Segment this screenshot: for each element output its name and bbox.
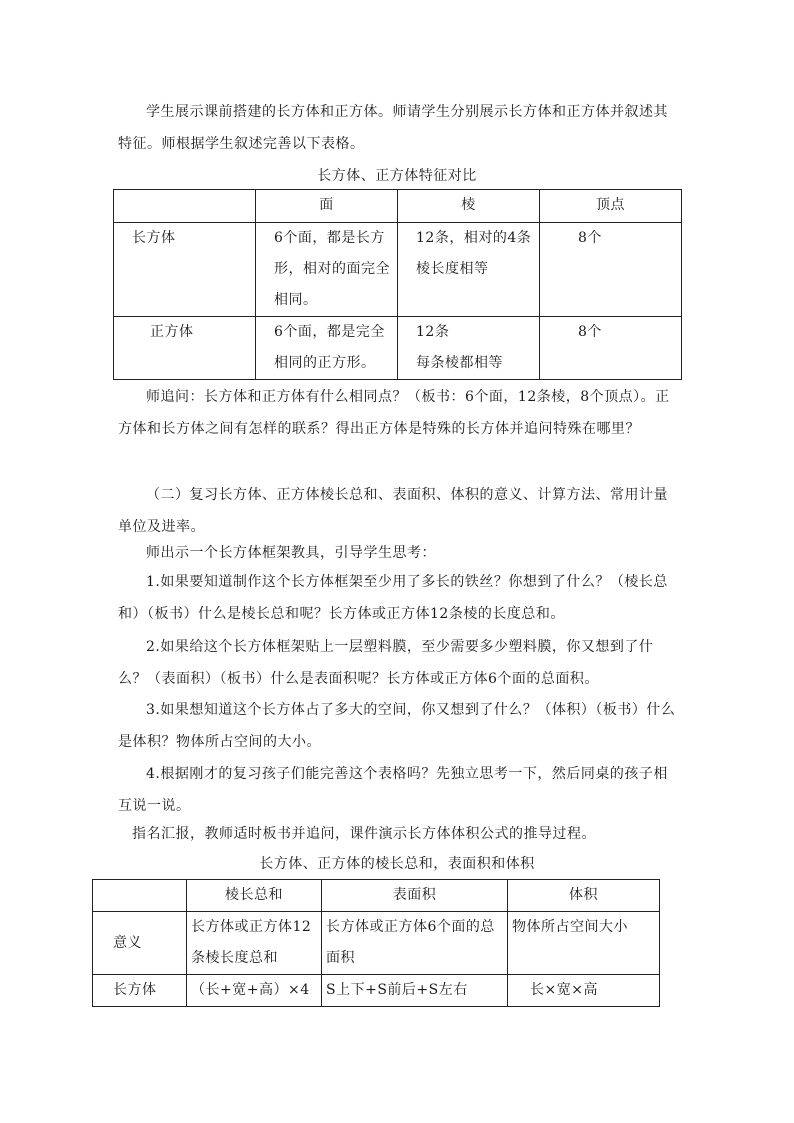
table2-caption: 长方体、正方体的棱长总和，表面积和体积 — [259, 856, 535, 872]
header-cell-volume: 体积 — [508, 880, 660, 912]
header-cell-vertex: 顶点 — [540, 190, 682, 223]
cube-edge-line1: 12条 — [416, 324, 450, 340]
followup-paragraph: 师追问：长方体和正方体有什么相同点？（板书：6个面，12条棱，8个顶点）。正方体和长方体之间有怎样的联系？得出正方体是特殊的长方体并追问特殊在哪里？ — [118, 389, 670, 437]
table-row — [93, 912, 660, 975]
question-4-paragraph: 4.根据刚才的复习孩子们能完善这个表格吗？先独立思考一下，然后同桌的孩子相互说一说。 — [118, 766, 668, 814]
intro-paragraph: 学生展示课前搭建的长方体和正方体。师请学生分别展示长方体和正方体并叙述其特征。师根据学生叙述完善以下表格。 — [118, 104, 668, 152]
row-label-cuboid: 长方体 — [114, 223, 256, 317]
table-header-row — [93, 880, 660, 912]
cube-edge-cell — [398, 317, 540, 380]
cube-face-cell: 6个面，都是完全相同的正方形。 — [256, 317, 398, 380]
measure-table — [92, 879, 660, 1007]
header-cell — [93, 880, 187, 912]
cuboid-face-cell: 6个面，都是长方形，相对的面完全相同。 — [256, 223, 398, 317]
report-paragraph: 指名汇报，教师适时板书并追问，课件演示长方体体积公式的推导过程。 — [132, 826, 596, 842]
row-label-cube: 正方体 — [114, 317, 256, 380]
row-label-cuboid: 长方体 — [93, 975, 187, 1007]
question-3-paragraph: 3.如果想知道这个长方体占了多大的空间，你又想到了什么？（体积）（板书）什么是体积？物体所占空间的大小。 — [118, 702, 676, 750]
table-header-row — [114, 190, 682, 223]
feature-comparison-table — [113, 189, 682, 380]
meaning-perimeter-cell: 长方体或正方体12条棱长度总和 — [187, 912, 322, 975]
header-cell-perimeter: 棱长总和 — [187, 880, 322, 912]
header-cell — [114, 190, 256, 223]
table1-caption: 长方体、正方体特征对比 — [317, 168, 477, 184]
meaning-surface-cell: 长方体或正方体6个面的总面积 — [322, 912, 508, 975]
meaning-volume-cell: 物体所占空间大小 — [508, 912, 660, 975]
header-cell-face: 面 — [256, 190, 398, 223]
row-label-meaning: 意义 — [93, 912, 187, 975]
model-paragraph: 师出示一个长方体框架教具，引导学生思考： — [146, 545, 436, 561]
cuboid-perimeter-cell: （长+宽+高）×4 — [187, 975, 322, 1007]
cuboid-surface-cell: S上下+S前后+S左右 — [322, 975, 508, 1007]
header-cell-edge: 棱 — [398, 190, 540, 223]
cuboid-edge-cell: 12条，相对的4条棱长度相等 — [398, 223, 540, 317]
question-2-paragraph: 2.如果给这个长方体框架贴上一层塑料膜，至少需要多少塑料膜，你又想到了什么？（表面积）（板书）什么是表面积呢？长方体或正方体6个面的总面积。 — [118, 639, 654, 687]
table-row — [114, 223, 682, 317]
cuboid-volume-cell: 长×宽×高 — [508, 975, 660, 1007]
table-row — [114, 317, 682, 380]
table-row — [93, 975, 660, 1007]
question-1-paragraph: 1.如果要知道制作这个长方体框架至少用了多长的铁丝？你想到了什么？（棱长总和）（板书）什么是棱长总和呢？长方体或正方体12条棱的长度总和。 — [118, 574, 668, 622]
section-two-paragraph: （二）复习长方体、正方体棱长总和、表面积、体积的意义、计算方法、常用计量单位及进率。 — [118, 487, 668, 535]
header-cell-surface: 表面积 — [322, 880, 508, 912]
cube-vertex-cell: 8个 — [540, 317, 682, 380]
cube-edge-line2: 每条棱都相等 — [416, 355, 503, 371]
cuboid-vertex-cell: 8个 — [540, 223, 682, 317]
